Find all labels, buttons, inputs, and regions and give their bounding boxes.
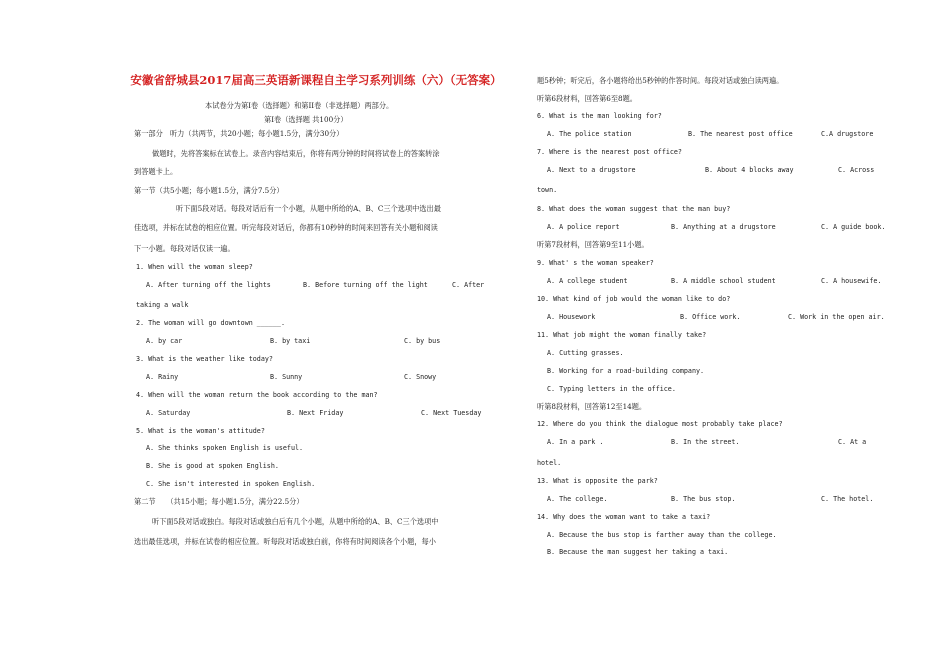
subsection1-heading: 第一节（共5小题；每小题1.5分，满分7.5分）	[134, 186, 284, 195]
option-4a: A. Saturday	[146, 409, 191, 417]
option-13c: C. The hotel.	[821, 495, 874, 503]
instruction-line: 佳选项，并标在试卷的相应位置。听完每段对话后，你都有10秒钟的时间来回答有关小题和阅读	[134, 223, 438, 232]
instruction-line: 选出最佳选项，并标在试卷的相应位置。听每段对话或独白前，你将有时间阅读各个小题，每小	[134, 537, 436, 546]
question-6: 6. What is the man looking for?	[537, 112, 662, 120]
option-14b: B. Because the man suggest her taking a taxi.	[547, 548, 729, 556]
subsection2-heading: 第二节 （共15小题；每小题1.5分，满分22.5分）	[134, 497, 304, 506]
question-9: 9. What' s the woman speaker?	[537, 259, 654, 267]
instruction-line: 做题时，先将答案标在试卷上。录音内容结束后，你将有两分钟的时间将试卷上的答案转涂	[152, 149, 440, 158]
option-3b: B. Sunny	[270, 373, 303, 381]
question-10: 10. What kind of job would the woman like to do?	[537, 295, 731, 303]
material-6-heading: 听第6段材料，回答第6至8题。	[537, 94, 637, 103]
option-6b: B. The nearest post office	[688, 130, 793, 138]
question-5: 5. What is the woman's attitude?	[136, 427, 265, 435]
option-11b: B. Working for a road-building company.	[547, 367, 705, 375]
option-10c: C. Work in the open air.	[788, 313, 885, 321]
part1-header: 第I卷（选择题 共100分）	[264, 115, 348, 124]
option-12b: B. In the street.	[671, 438, 740, 446]
option-3c: C. Snowy	[404, 373, 437, 381]
material-8-heading: 听第8段材料，回答第12至14题。	[537, 402, 647, 411]
option-7b: B. About 4 blocks away	[705, 166, 794, 174]
instruction-line: 听下面5段对话。每段对话后有一个小题，从题中所给的A、B、C三个选项中选出最	[176, 204, 441, 213]
question-1: 1. When will the woman sleep?	[136, 263, 253, 271]
option-9b: B. A middle school student	[671, 277, 776, 285]
option-4b: B. Next Friday	[287, 409, 344, 417]
option-14a: A. Because the bus stop is farther away than the college.	[547, 531, 777, 539]
option-12c-cont: hotel.	[537, 459, 562, 467]
option-2c: C. by bus	[404, 337, 441, 345]
intro-text: 本试卷分为第I卷（选择题）和第II卷（非选择题）两部分。	[205, 101, 394, 110]
option-1a: A. After turning off the lights	[146, 281, 271, 289]
option-5b: B. She is good at spoken English.	[146, 462, 279, 470]
option-10a: A. Housework	[547, 313, 596, 321]
question-13: 13. What is opposite the park?	[537, 477, 658, 485]
question-14: 14. Why does the woman want to take a taxi?	[537, 513, 711, 521]
option-1c: C. After	[452, 281, 485, 289]
option-7c-cont: town.	[537, 186, 558, 194]
option-3a: A. Rainy	[146, 373, 179, 381]
option-11c: C. Typing letters in the office.	[547, 385, 676, 393]
option-10b: B. Office work.	[680, 313, 741, 321]
option-13a: A. The college.	[547, 495, 608, 503]
option-8a: A. A police report	[547, 223, 620, 231]
option-2b: B. by taxi	[270, 337, 311, 345]
option-7a: A. Next to a drugstore	[547, 166, 636, 174]
option-12a: A. In a park .	[547, 438, 604, 446]
section1-heading: 第一部分 听力（共两节，共20小题；每小题1.5分，满分30分）	[134, 129, 344, 138]
question-4: 4. When will the woman return the book according to the man?	[136, 391, 378, 399]
option-8b: B. Anything at a drugstore	[671, 223, 776, 231]
question-8: 8. What does the woman suggest that the man buy?	[537, 205, 731, 213]
option-11a: A. Cutting grasses.	[547, 349, 624, 357]
option-13b: B. The bus stop.	[671, 495, 736, 503]
document-title: 安徽省舒城县2017届高三英语新课程自主学习系列训练（六）（无答案）	[130, 73, 502, 87]
option-5a: A. She thinks spoken English is useful.	[146, 444, 304, 452]
option-2a: A. by car	[146, 337, 183, 345]
question-11: 11. What job might the woman finally take?	[537, 331, 707, 339]
question-3: 3. What is the weather like today?	[136, 355, 273, 363]
instruction-line: 题5秒钟；听完后，各小题将给出5秒钟的作答时间。每段对话或独白读两遍。	[537, 76, 784, 85]
instruction-line: 到答题卡上。	[134, 167, 178, 176]
option-1b: B. Before turning off the light	[303, 281, 428, 289]
option-7c: C. Across	[838, 166, 875, 174]
material-7-heading: 听第7段材料，回答第9至11小题。	[537, 240, 649, 249]
option-9a: A. A college student	[547, 277, 628, 285]
option-8c: C. A guide book.	[821, 223, 886, 231]
option-6c: C.A drugstore	[821, 130, 874, 138]
option-1c-cont: taking a walk	[136, 301, 189, 309]
option-12c: C. At a	[838, 438, 867, 446]
option-9c: C. A housewife.	[821, 277, 882, 285]
question-12: 12. Where do you think the dialogue most probably take place?	[537, 420, 783, 428]
question-7: 7. Where is the nearest post office?	[537, 148, 682, 156]
option-5c: C. She isn't interested in spoken English.	[146, 480, 316, 488]
instruction-line: 下一小题。每段对话仅读一遍。	[134, 244, 235, 253]
option-4c: C. Next Tuesday	[421, 409, 482, 417]
question-2: 2. The woman will go downtown ______.	[136, 319, 285, 327]
option-6a: A. The police station	[547, 130, 632, 138]
instruction-line: 听下面5段对话或独白。每段对话或独白后有几个小题，从题中所给的A、B、C三个选项中	[152, 517, 439, 526]
